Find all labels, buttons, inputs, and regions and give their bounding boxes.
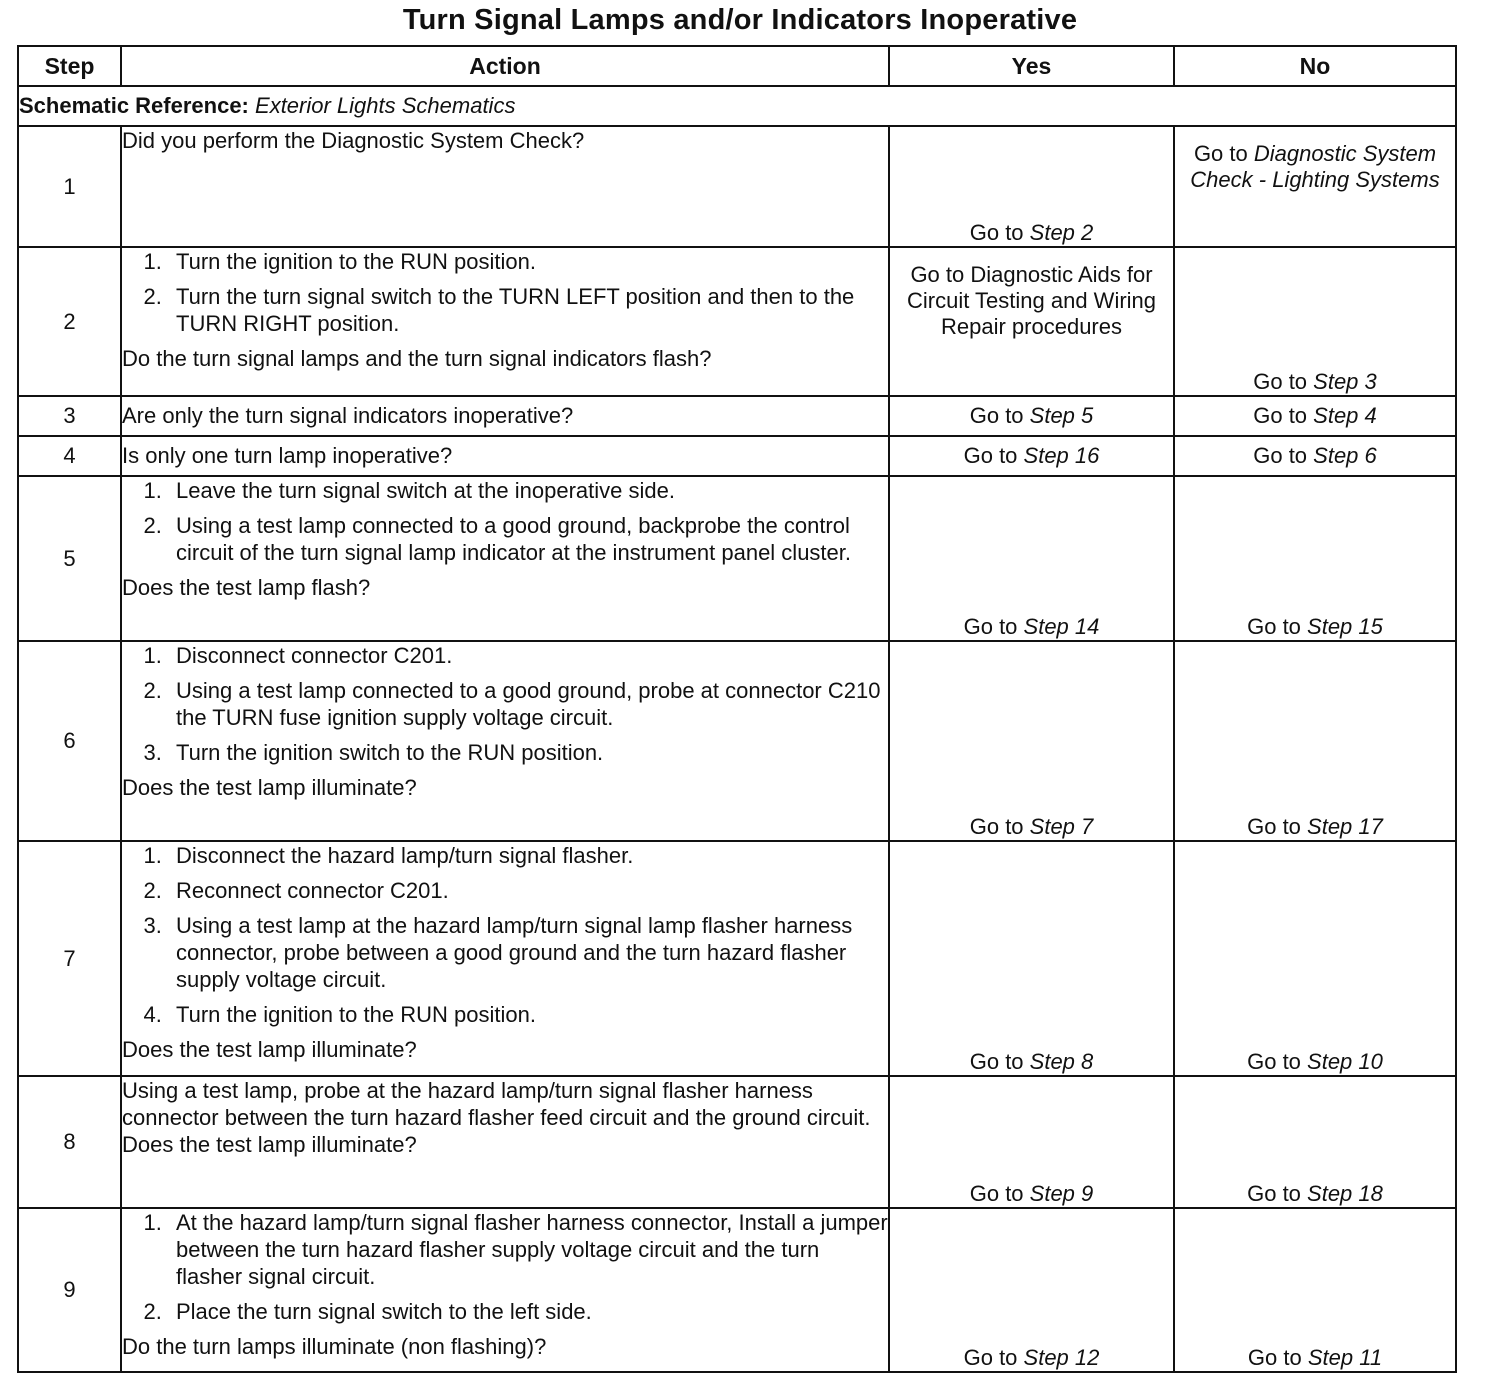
yes-prefix: Go to xyxy=(969,1049,1030,1074)
table-row xyxy=(18,476,1456,641)
table-row xyxy=(18,1076,1456,1208)
step-action xyxy=(121,247,889,396)
table-row xyxy=(18,436,1456,476)
action-text: Using a test lamp, probe at the hazard lamp/turn signal flasher harness connector between the turn hazard flasher feed circuit and the ground circuit. xyxy=(122,1078,871,1130)
yes-step-link[interactable]: Step 9 xyxy=(1029,1181,1094,1206)
substep-list xyxy=(122,642,888,766)
yes-result xyxy=(889,247,1174,396)
action-text: Did you perform the Diagnostic System Check? xyxy=(122,128,585,153)
action-text: Are only the turn signal indicators inoperative? xyxy=(122,403,574,428)
header-step: Step xyxy=(18,46,121,86)
step-action xyxy=(121,396,889,436)
no-prefix: Go to xyxy=(1253,369,1314,394)
table-row xyxy=(18,247,1456,396)
table-row xyxy=(18,841,1456,1076)
substep-item: 2. Using a test lamp connected to a good ground, backprobe the control circuit of the turn signal lamp indicator at the instrument panel cluster. xyxy=(168,512,888,566)
step-number: 5 xyxy=(18,476,121,641)
substep-item: 1. Leave the turn signal switch at the inoperative side. xyxy=(168,477,888,504)
no-result xyxy=(1174,126,1456,247)
substep-item: 3. Using a test lamp at the hazard lamp/turn signal lamp flasher harness connector, probe between a good ground and the turn hazard flasher supply voltage circuit. xyxy=(168,912,888,993)
substep-item: 1. Turn the ignition to the RUN position. xyxy=(168,248,888,275)
yes-prefix: Go to xyxy=(963,614,1024,639)
yes-step-link[interactable]: Step 2 xyxy=(1029,220,1094,245)
step-action xyxy=(121,126,889,247)
step-number: 1 xyxy=(18,126,121,247)
yes-step-link[interactable]: Step 14 xyxy=(1023,614,1100,639)
step-number: 7 xyxy=(18,841,121,1076)
action-question: Does the test lamp illuminate? xyxy=(122,1037,417,1062)
step-number: 6 xyxy=(18,641,121,841)
yes-result xyxy=(889,126,1174,247)
schematic-reference xyxy=(18,86,1456,126)
no-result xyxy=(1174,247,1456,396)
yes-result xyxy=(889,1208,1174,1372)
step-number: 3 xyxy=(18,396,121,436)
no-result xyxy=(1174,1208,1456,1372)
table-row xyxy=(18,396,1456,436)
substep-item: 1. At the hazard lamp/turn signal flasher harness connector, Install a jumper between the turn hazard flasher supply voltage circuit and the turn flasher signal circuit. xyxy=(168,1209,888,1290)
step-action xyxy=(121,641,889,841)
step-number: 8 xyxy=(18,1076,121,1208)
no-step-link[interactable]: Step 4 xyxy=(1313,403,1377,428)
yes-prefix: Go to xyxy=(969,1181,1030,1206)
yes-step-link[interactable]: Step 8 xyxy=(1029,1049,1094,1074)
no-prefix: Go to xyxy=(1247,814,1308,839)
substep-item: 1. Disconnect the hazard lamp/turn signal flasher. xyxy=(168,842,888,869)
substep-item: 2. Reconnect connector C201. xyxy=(168,877,888,904)
yes-result xyxy=(889,641,1174,841)
no-step-link[interactable]: Step 6 xyxy=(1313,443,1377,468)
no-prefix: Go to xyxy=(1193,141,1254,166)
no-prefix: Go to xyxy=(1247,1345,1308,1370)
step-number: 4 xyxy=(18,436,121,476)
table-row xyxy=(18,641,1456,841)
yes-step-link[interactable]: Step 16 xyxy=(1023,443,1100,468)
yes-step-link[interactable]: Step 5 xyxy=(1029,403,1094,428)
no-prefix: Go to xyxy=(1253,403,1314,428)
substep-item: 2. Place the turn signal switch to the left side. xyxy=(168,1298,888,1325)
yes-prefix: Go to xyxy=(963,443,1024,468)
substep-item: 4. Turn the ignition to the RUN position. xyxy=(168,1001,888,1028)
table-row xyxy=(18,1208,1456,1372)
no-step-link[interactable]: Diagnostic System Check - Lighting Systems xyxy=(1190,141,1440,192)
yes-result xyxy=(889,1076,1174,1208)
header-no: No xyxy=(1174,46,1456,86)
action-question: Does the test lamp illuminate? xyxy=(122,1132,417,1157)
step-action xyxy=(121,476,889,641)
yes-step-link[interactable]: Step 7 xyxy=(1029,814,1094,839)
no-step-link[interactable]: Step 17 xyxy=(1307,814,1383,839)
step-action xyxy=(121,1076,889,1208)
no-prefix: Go to xyxy=(1247,1049,1308,1074)
header-row xyxy=(18,46,1456,86)
diagnostic-table xyxy=(17,45,1457,1373)
step-number: 2 xyxy=(18,247,121,396)
yes-prefix: Go to xyxy=(969,814,1030,839)
action-question: Do the turn lamps illuminate (non flashing)? xyxy=(122,1334,547,1359)
no-result xyxy=(1174,476,1456,641)
table-row xyxy=(18,126,1456,247)
substep-item: 2. Using a test lamp connected to a good ground, probe at connector C210 the TURN fuse ignition supply voltage circuit. xyxy=(168,677,888,731)
substep-item: 3. Turn the ignition switch to the RUN position. xyxy=(168,739,888,766)
substep-list xyxy=(122,1209,888,1325)
yes-result xyxy=(889,476,1174,641)
no-step-link[interactable]: Step 3 xyxy=(1313,369,1377,394)
no-prefix: Go to xyxy=(1247,614,1308,639)
no-result xyxy=(1174,436,1456,476)
header-action: Action xyxy=(121,46,889,86)
schematic-reference-label: Schematic Reference: xyxy=(19,93,249,118)
step-number: 9 xyxy=(18,1208,121,1372)
action-question: Does the test lamp flash? xyxy=(122,575,371,600)
no-step-link[interactable]: Step 18 xyxy=(1307,1181,1383,1206)
page-title: Turn Signal Lamps and/or Indicators Inoperative xyxy=(402,4,1078,36)
no-result xyxy=(1174,841,1456,1076)
no-prefix: Go to xyxy=(1247,1181,1308,1206)
schematic-reference-row xyxy=(18,86,1456,126)
step-action xyxy=(121,841,889,1076)
yes-prefix: Go to Diagnostic Aids for Circuit Testing and Wiring Repair procedures xyxy=(906,262,1157,339)
header-yes: Yes xyxy=(889,46,1174,86)
substep-item: 1. Disconnect connector C201. xyxy=(168,642,888,669)
no-step-link[interactable]: Step 11 xyxy=(1307,1345,1383,1370)
yes-prefix: Go to xyxy=(969,220,1030,245)
no-result xyxy=(1174,396,1456,436)
no-result xyxy=(1174,1076,1456,1208)
schematic-reference-value: Exterior Lights Schematics xyxy=(255,93,516,118)
no-prefix: Go to xyxy=(1253,443,1314,468)
yes-result xyxy=(889,436,1174,476)
action-question: Does the test lamp illuminate? xyxy=(122,775,417,800)
no-result xyxy=(1174,641,1456,841)
yes-prefix: Go to xyxy=(963,1345,1024,1370)
no-step-link[interactable]: Step 15 xyxy=(1307,614,1383,639)
yes-prefix: Go to xyxy=(969,403,1030,428)
step-action xyxy=(121,1208,889,1372)
yes-result xyxy=(889,841,1174,1076)
substep-item: 2. Turn the turn signal switch to the TURN LEFT position and then to the TURN RIGHT position. xyxy=(168,283,888,337)
yes-step-link[interactable]: Step 12 xyxy=(1023,1345,1100,1370)
substep-list xyxy=(122,477,888,566)
substep-list xyxy=(122,842,888,1028)
step-action xyxy=(121,436,889,476)
action-text: Is only one turn lamp inoperative? xyxy=(122,443,453,468)
no-step-link[interactable]: Step 10 xyxy=(1307,1049,1383,1074)
substep-list xyxy=(122,248,888,337)
yes-result xyxy=(889,396,1174,436)
action-question: Do the turn signal lamps and the turn signal indicators flash? xyxy=(122,346,712,371)
